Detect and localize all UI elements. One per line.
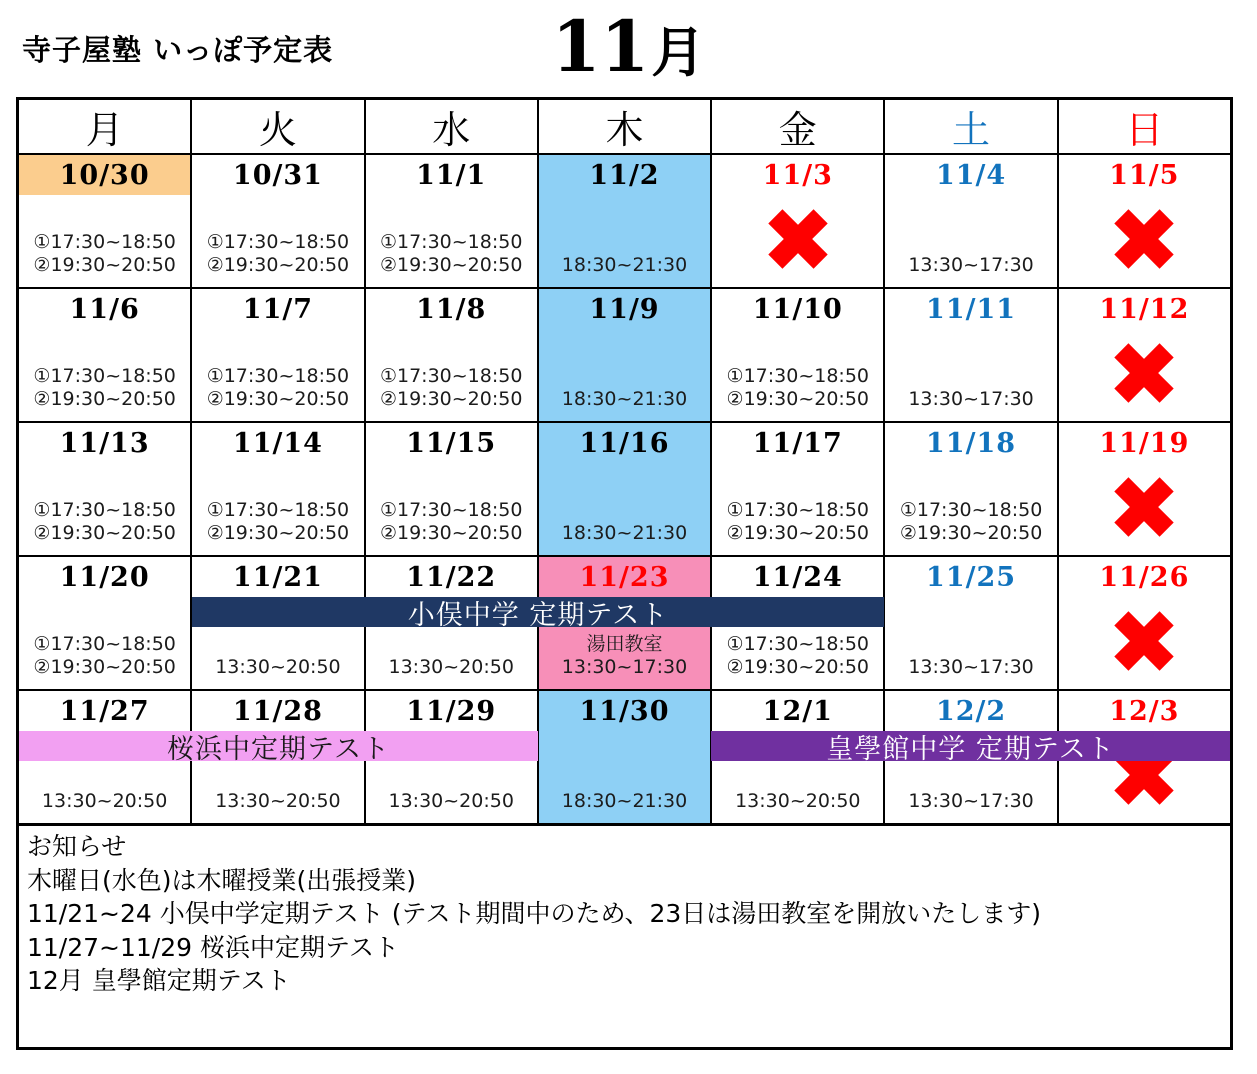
date-label: 11/29 xyxy=(406,695,497,727)
weekday-header-wed: 水 xyxy=(366,100,537,153)
date-label: 11/2 xyxy=(589,159,660,191)
weekday-header-sun: 日 xyxy=(1059,100,1230,153)
date-label: 11/26 xyxy=(1099,561,1190,593)
notice-title: お知らせ xyxy=(27,832,127,861)
date-label: 10/30 xyxy=(19,155,190,195)
weekday-header-fri: 金 xyxy=(712,100,883,153)
date-label: 11/16 xyxy=(579,427,670,459)
time-text: 13:30~17:30 xyxy=(908,254,1034,276)
day-cell-11-26 xyxy=(1059,557,1230,689)
date-label: 11/17 xyxy=(752,427,843,459)
date-label: 10/31 xyxy=(232,159,323,191)
day-cell-11-10 xyxy=(712,289,883,421)
date-label: 11/6 xyxy=(69,293,140,325)
time-text: ①17:30~18:50 xyxy=(33,499,176,521)
time-text: ①17:30~18:50 xyxy=(206,499,350,521)
day-body xyxy=(539,195,710,287)
closed-x-icon xyxy=(768,210,828,268)
time-text: 13:30~20:50 xyxy=(41,790,168,812)
notice-line: 11/27~11/29 桜浜中定期テスト xyxy=(27,932,399,962)
time-text: ①17:30~18:50 xyxy=(726,365,870,387)
day-cell-11-17 xyxy=(712,423,883,555)
date-label: 12/3 xyxy=(1109,695,1180,727)
day-body xyxy=(366,463,537,555)
date-label: 11/11 xyxy=(926,293,1017,325)
day-cell-11-20 xyxy=(19,557,190,689)
time-text: ②19:30~20:50 xyxy=(379,522,523,544)
notice-line: 12月 皇學館定期テスト xyxy=(27,966,291,995)
closed-x-icon xyxy=(1114,478,1174,536)
day-body xyxy=(885,195,1056,287)
time-text: ②19:30~20:50 xyxy=(206,254,350,276)
time-text: ①17:30~18:50 xyxy=(379,365,523,387)
day-body xyxy=(712,463,883,555)
date-label: 12/1 xyxy=(762,695,833,727)
date-label: 11/4 xyxy=(935,159,1007,191)
time-text: ①17:30~18:50 xyxy=(33,231,176,253)
day-body xyxy=(1059,195,1230,287)
time-text: 18:30~21:30 xyxy=(561,522,688,544)
weekday-header-tue: 火 xyxy=(192,100,363,153)
day-cell-11-15 xyxy=(366,423,537,555)
day-body xyxy=(192,329,363,421)
time-text: 湯田教室 xyxy=(586,633,663,655)
time-text: ①17:30~18:50 xyxy=(33,365,176,387)
weekday-header-thu: 木 xyxy=(539,100,710,153)
day-cell-11-5 xyxy=(1059,155,1230,287)
day-body xyxy=(539,463,710,555)
day-body xyxy=(366,329,537,421)
day-body xyxy=(885,463,1056,555)
time-text: ②19:30~20:50 xyxy=(206,522,350,544)
month-suffix: 月 xyxy=(651,21,706,84)
time-text: 13:30~20:50 xyxy=(215,790,341,812)
day-cell-11-11 xyxy=(885,289,1056,421)
time-text: 13:30~20:50 xyxy=(215,656,341,678)
day-body xyxy=(539,329,710,421)
day-cell-11-6 xyxy=(19,289,190,421)
day-cell-11-18 xyxy=(885,423,1056,555)
weekday-header-sat: 土 xyxy=(885,100,1056,153)
notice-line: 11/21~24 小俣中学定期テスト (テスト期間中のため、23日は湯田教室を開放いたします) xyxy=(27,899,1042,928)
date-label: 11/8 xyxy=(416,293,487,325)
day-cell-11-13 xyxy=(19,423,190,555)
time-text: ①17:30~18:50 xyxy=(206,231,350,253)
time-text: 13:30~20:50 xyxy=(388,790,514,812)
day-body xyxy=(712,329,883,421)
time-text: ②19:30~20:50 xyxy=(379,388,523,410)
time-text: ②19:30~20:50 xyxy=(33,388,176,410)
date-label: 11/5 xyxy=(1109,159,1180,191)
closed-x-icon xyxy=(1114,210,1174,268)
day-body xyxy=(192,463,363,555)
time-text: ①17:30~18:50 xyxy=(726,633,870,655)
day-cell-11-4 xyxy=(885,155,1056,287)
day-body xyxy=(885,597,1056,689)
day-body xyxy=(19,463,190,555)
day-body xyxy=(366,195,537,287)
time-text: 13:30~20:50 xyxy=(388,656,514,678)
weekday-header-mon: 月 xyxy=(19,100,190,153)
date-label: 11/14 xyxy=(232,427,323,459)
time-text: 13:30~17:30 xyxy=(908,388,1034,410)
time-text: ①17:30~18:50 xyxy=(33,633,176,655)
time-text: ②19:30~20:50 xyxy=(726,388,870,410)
day-body xyxy=(885,329,1056,421)
exam-banner: 皇學館中学 定期テスト xyxy=(711,731,1230,761)
calendar-board xyxy=(16,97,1233,1050)
time-text: ①17:30~18:50 xyxy=(379,231,523,253)
document-title: 寺子屋塾 いっぽ予定表 xyxy=(22,33,334,67)
closed-x-icon xyxy=(1114,612,1174,670)
time-text: ②19:30~20:50 xyxy=(33,522,176,544)
date-label: 11/12 xyxy=(1099,293,1190,325)
date-label: 11/3 xyxy=(762,159,833,191)
time-text: ②19:30~20:50 xyxy=(206,388,350,410)
date-label: 11/24 xyxy=(752,561,843,593)
day-cell-11-1 xyxy=(366,155,537,287)
day-body xyxy=(1059,329,1230,421)
day-cell-11-25 xyxy=(885,557,1056,689)
time-text: ②19:30~20:50 xyxy=(726,522,870,544)
time-text: ①17:30~18:50 xyxy=(726,499,870,521)
exam-banner: 桜浜中定期テスト xyxy=(19,731,538,761)
date-label: 11/10 xyxy=(752,293,843,325)
day-body xyxy=(19,329,190,421)
day-body xyxy=(1059,597,1230,689)
calendar-grid xyxy=(19,100,1230,823)
time-text: ①17:30~18:50 xyxy=(379,499,523,521)
time-text: ①17:30~18:50 xyxy=(899,499,1043,521)
day-cell-11-8 xyxy=(366,289,537,421)
day-body xyxy=(192,195,363,287)
exam-banner: 小俣中学 定期テスト xyxy=(192,597,884,627)
day-cell-11-7 xyxy=(192,289,363,421)
month-heading xyxy=(552,2,705,98)
day-body xyxy=(712,195,883,287)
date-label: 11/18 xyxy=(926,427,1017,459)
day-cell-11-3 xyxy=(712,155,883,287)
notice-box xyxy=(19,823,1230,1047)
time-text: ②19:30~20:50 xyxy=(379,254,523,276)
time-text: 13:30~20:50 xyxy=(735,790,861,812)
time-text: ②19:30~20:50 xyxy=(726,656,870,678)
date-label: 11/23 xyxy=(579,561,670,593)
day-cell-11-14 xyxy=(192,423,363,555)
time-text: 18:30~21:30 xyxy=(561,790,688,812)
day-cell-11-16 xyxy=(539,423,710,555)
day-cell-11-30 xyxy=(539,691,710,823)
day-cell-10-30 xyxy=(19,155,190,287)
date-label: 11/22 xyxy=(406,561,497,593)
day-cell-10-31 xyxy=(192,155,363,287)
time-text: ②19:30~20:50 xyxy=(33,656,176,678)
day-cell-11-2 xyxy=(539,155,710,287)
date-label: 11/15 xyxy=(406,427,497,459)
day-cell-11-9 xyxy=(539,289,710,421)
date-label: 11/30 xyxy=(579,695,670,727)
time-text: 13:30~17:30 xyxy=(908,656,1034,678)
date-label: 11/25 xyxy=(926,561,1017,593)
date-label: 12/2 xyxy=(935,695,1007,727)
time-text: 13:30~17:30 xyxy=(561,656,688,678)
month-number: 11 xyxy=(551,5,650,88)
date-label: 11/27 xyxy=(59,695,150,727)
day-body xyxy=(1059,463,1230,555)
day-body xyxy=(19,195,190,287)
time-text: 18:30~21:30 xyxy=(561,254,688,276)
closed-x-icon xyxy=(1114,344,1174,402)
date-label: 11/19 xyxy=(1099,427,1190,459)
time-text: 13:30~17:30 xyxy=(908,790,1034,812)
date-label: 11/13 xyxy=(59,427,150,459)
date-label: 11/28 xyxy=(232,695,323,727)
time-text: ②19:30~20:50 xyxy=(899,522,1043,544)
day-cell-11-12 xyxy=(1059,289,1230,421)
date-label: 11/20 xyxy=(59,561,150,593)
date-label: 11/9 xyxy=(589,293,660,325)
date-label: 11/7 xyxy=(242,293,314,325)
day-body xyxy=(19,597,190,689)
date-label: 11/1 xyxy=(416,159,487,191)
day-body xyxy=(539,731,710,823)
time-text: ①17:30~18:50 xyxy=(206,365,350,387)
day-cell-11-19 xyxy=(1059,423,1230,555)
page-header xyxy=(0,0,1257,96)
date-label: 11/21 xyxy=(232,561,323,593)
notice-line: 木曜日(水色)は木曜授業(出張授業) xyxy=(27,865,417,895)
time-text: ②19:30~20:50 xyxy=(33,254,176,276)
time-text: 18:30~21:30 xyxy=(561,388,688,410)
